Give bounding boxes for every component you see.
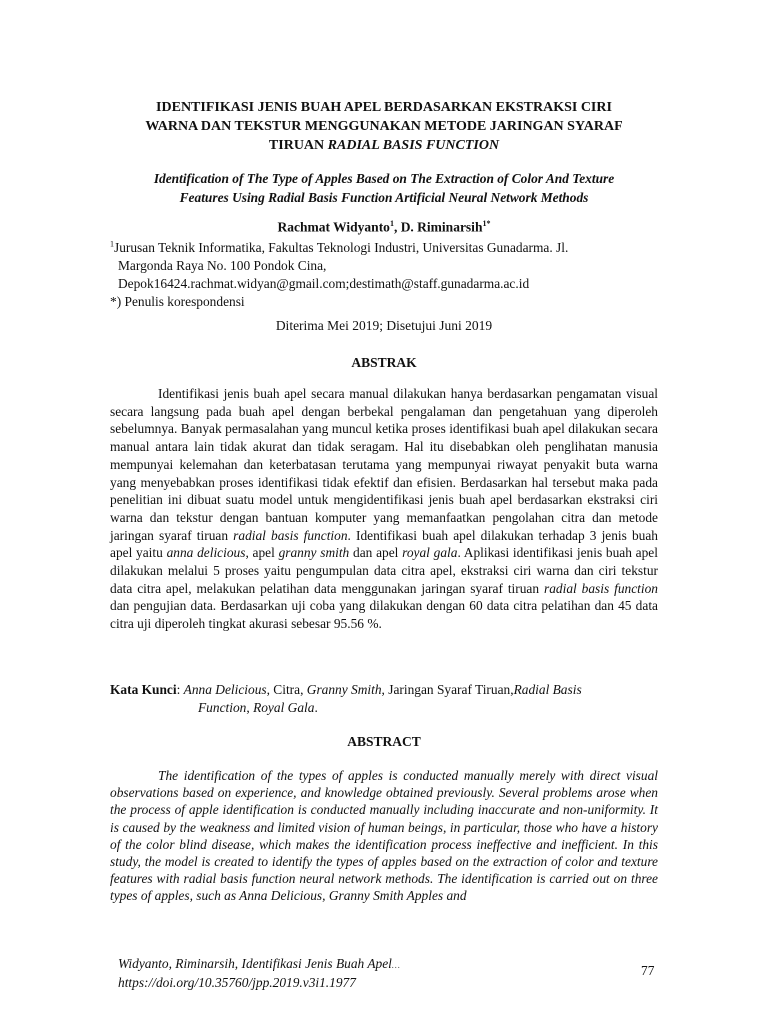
abstract-text: The identification of the types of apples is conducted manually merely with direct visual observations based on experience, and knowledge obtained previously. Several problems arose when the process of apple identification is conducted manually including inaccurate and non-uniformity. It is caused by the weakness and limited vision of human beings, in particular, those who have a history of the color blind disease, which makes the identification process ineffective and inefficient. In this study, the model is created to identify the types of apples based on the extraction of color and texture features with radial basis function neural network methods. The identification is carried out on three types of apples, such as Anna Delicious, Granny Smith Apples and [110, 768, 658, 904]
keyword-royal: Royal Gala [253, 699, 315, 715]
keyword-rbf: Radial Basis [513, 682, 582, 697]
title-line-3 [100, 136, 668, 155]
footer-doi: https://doi.org/10.35760/jpp.2019.v3i1.1977 [118, 975, 356, 990]
affiliation [110, 236, 670, 311]
abstrak-text-1: Identifikasi jenis buah apel secara manual dilakukan hanya berdasarkan pengamatan visual secara langsung pada buah apel dengan berbekal pengalaman dan pengetahuan yang diperoleh sebelumnya. Banyak permasalahan yang muncul ketika proses identifikasi buah apel dilakukan secara manual antara lain tidak akurat dan tidak seragam. Hal itu disebabkan oleh penglihatan manusia mempunyai kelemahan dan keterbatasan terutama yang mempunyai riwayat penyakit buta warna yang menyebabkan proses identifikasi tidak efektif dan efisien. Berdasarkan hal tersebut maka pada penelitian ini dibuat suatu model untuk mengidentifikasi jenis buah apel berdasarkan ekstraksi ciri warna dan tekstur dengan bantuan komputer yang memanfaatkan pengolahan citra dan metode jaringan syaraf tiruan [110, 386, 658, 543]
abstract-body [110, 767, 658, 905]
keyword-sep-2: , Jaringan Syaraf Tiruan, [381, 682, 514, 697]
footer-citation-text: Widyanto, Riminarsih, Identifikasi Jenis Buah Apel [118, 956, 392, 971]
affiliation-line-1 [110, 240, 568, 255]
abstract-heading: ABSTRACT [347, 734, 421, 749]
keywords-colon: : [176, 682, 184, 697]
abstrak-text-3: , apel [245, 545, 279, 561]
keyword-end: . [314, 699, 318, 715]
title-line-3-italic: RADIAL BASIS FUNCTION [327, 138, 500, 153]
abstrak-term-royal: royal gala [402, 545, 458, 561]
abstrak-term-granny: granny smith [278, 545, 350, 561]
keyword-granny: Granny Smith [306, 682, 382, 697]
subtitle-line-2: Features Using Radial Basis Function Artificial Neural Network Methods [179, 190, 589, 205]
title-line-1: IDENTIFIKASI JENIS BUAH APEL BERDASARKAN EKSTRAKSI CIRI [156, 100, 612, 115]
paper-title-en [100, 169, 668, 207]
keywords-wrap [110, 699, 658, 717]
footer-ellipsis: … [391, 960, 400, 970]
abstrak-term-rbf-1: radial basis function [233, 527, 348, 543]
affiliation-text-1: Jurusan Teknik Informatika, Fakultas Teknologi Industri, Universitas Gunadarma. Jl. [114, 240, 569, 256]
authors [100, 219, 668, 236]
keyword-sep-1: , Citra, [266, 682, 307, 697]
abstrak-indent [110, 386, 158, 401]
keywords [110, 681, 658, 716]
abstrak-heading: ABSTRAK [351, 355, 417, 370]
author-2: D. Riminarsih [400, 219, 483, 235]
affiliation-sup: 1 [110, 240, 114, 249]
abstrak-term-anna: anna delicious [166, 545, 246, 561]
abstrak-body [110, 385, 658, 633]
footer-citation [118, 955, 400, 974]
abstract-indent [110, 768, 158, 783]
keyword-sep-3: , [246, 699, 254, 715]
affiliation-line-2: Margonda Raya No. 100 Pondok Cina, [118, 258, 327, 274]
abstrak-text-6: dan pengujian data. Berdasarkan uji coba yang dilakukan dengan 60 data citra pelatihan dan 45 data citra uji diperoleh tingkat akurasi sebesar 95.56 %. [110, 598, 658, 632]
abstrak-text-2: . Identifikasi buah apel dilakukan terhadap 3 jenis buah apel yaitu [110, 527, 659, 561]
title-line-2: WARNA DAN TEKSTUR MENGGUNAKAN METODE JARINGAN SYARAF [145, 119, 623, 134]
subtitle-line-1: Identification of The Type of Apples Based on The Extraction of Color And Texture [153, 171, 615, 186]
keyword-rbf-cont: Function [198, 699, 247, 715]
keyword-anna: Anna Delicious [183, 682, 267, 697]
author-2-sup: 1* [482, 219, 491, 228]
corresponding-note: *) Penulis korespondensi [110, 294, 245, 310]
page-number: 77 [641, 963, 655, 978]
abstrak-text-5: . Aplikasi identifikasi jenis buah apel dilakukan melalui 5 proses yaitu pengumpulan data citra apel, ekstraksi ciri warna dan ciri tekstur data citra apel, melakukan pelatihan data menggunakan jaringan syaraf tiruan [110, 545, 658, 596]
received-dates: Diterima Mei 2019; Disetujui Juni 2019 [275, 318, 493, 333]
paper-title-id [100, 98, 668, 155]
author-1-sup: 1 [389, 219, 394, 228]
title-line-3-plain: TIRUAN [268, 138, 328, 153]
abstrak-term-rbf-2: radial basis function [544, 580, 658, 596]
author-1: Rachmat Widyanto [277, 219, 390, 235]
page-footer [118, 955, 400, 991]
author-separator: , [393, 219, 401, 235]
affiliation-emails: Depok16424.rachmat.widyan@gmail.com;destimath@staff.gunadarma.ac.id [118, 276, 530, 292]
abstrak-text-4: dan apel [349, 545, 403, 561]
keywords-label: Kata Kunci [110, 682, 177, 697]
